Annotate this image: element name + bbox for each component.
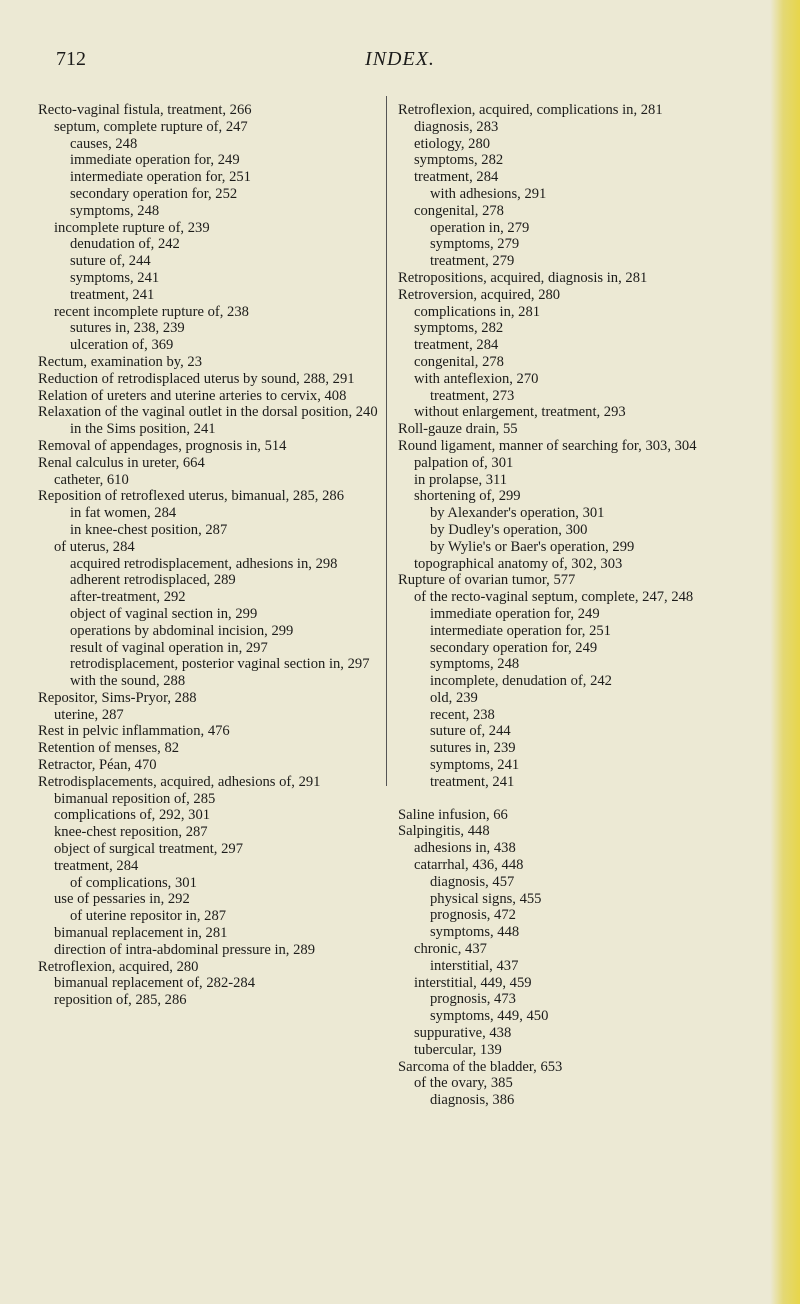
- index-entry: in knee-chest position, 287: [70, 521, 228, 538]
- index-column-right: [398, 102, 750, 1109]
- index-entry: interstitial, 437: [430, 957, 519, 974]
- index-entry: Repositor, Sims-Pryor, 288: [38, 689, 197, 706]
- index-entry: symptoms, 248: [70, 202, 160, 219]
- index-entry: adherent retrodisplaced, 289: [70, 572, 236, 589]
- index-entry: Recto-vaginal fistula, treatment, 266: [38, 102, 252, 118]
- index-entry: bimanual reposition of, 285: [54, 790, 216, 807]
- index-entry: catarrhal, 436, 448: [414, 857, 524, 874]
- index-entry: symptoms, 248: [430, 656, 520, 673]
- index-entry: congenital, 278: [414, 202, 504, 219]
- index-entry: secondary operation for, 249: [430, 639, 598, 656]
- index-entry: with adhesions, 291: [430, 185, 547, 202]
- index-entry: Reduction of retrodisplaced uterus by sound, 288, 291: [38, 370, 355, 387]
- index-entry: object of surgical treatment, 297: [54, 841, 243, 858]
- index-entry: immediate operation for, 249: [70, 152, 240, 169]
- index-entry: Retropositions, acquired, diagnosis in, 281: [398, 269, 648, 286]
- index-entry: without enlargement, treatment, 293: [414, 404, 626, 421]
- index-entry: bimanual replacement in, 281: [54, 925, 228, 942]
- index-entry: symptoms, 241: [430, 757, 520, 774]
- index-entry: complications of, 292, 301: [54, 807, 211, 824]
- index-entry: in the Sims position, 241: [70, 421, 216, 438]
- index-entry: Retroflexion, acquired, complications in, 281: [398, 102, 663, 118]
- page-edge: [770, 0, 800, 1304]
- index-entry: diagnosis, 386: [430, 1092, 515, 1109]
- index-entry: acquired retrodisplacement, adhesions in, 298: [70, 555, 338, 572]
- index-entry: Roll-gauze drain, 55: [398, 421, 518, 438]
- index-entry: denudation of, 242: [70, 236, 180, 253]
- index-entry: retrodisplacement, posterior vaginal section in, 297: [70, 656, 370, 673]
- index-entry: suture of, 244: [430, 723, 511, 740]
- index-entry: Saline infusion, 66: [398, 806, 508, 823]
- index-entry: uterine, 287: [54, 706, 124, 723]
- index-entry: treatment, 284: [54, 857, 139, 874]
- index-entry: causes, 248: [70, 135, 138, 152]
- index-entry: Removal of appendages, prognosis in, 514: [38, 437, 287, 454]
- index-entry: immediate operation for, 249: [430, 605, 600, 622]
- index-entry: symptoms, 282: [414, 320, 504, 337]
- index-entry: prognosis, 473: [430, 991, 516, 1008]
- index-entry: symptoms, 279: [430, 236, 520, 253]
- index-entry: chronic, 437: [414, 941, 487, 958]
- index-entry: of uterine repositor in, 287: [70, 908, 227, 925]
- index-entry: direction of intra-abdominal pressure in, 289: [54, 941, 315, 958]
- index-entry: by Wylie's or Baer's operation, 299: [430, 538, 635, 555]
- index-entry: Rest in pelvic inflammation, 476: [38, 723, 230, 740]
- index-entry: recent incomplete rupture of, 238: [54, 303, 249, 320]
- index-entry: treatment, 279: [430, 253, 515, 270]
- index-entry: treatment, 284: [414, 169, 499, 186]
- index-entry: bimanual replacement of, 282-284: [54, 975, 255, 992]
- index-entry: intermediate operation for, 251: [430, 622, 611, 639]
- index-entry: recent, 238: [430, 706, 495, 723]
- index-entry: in fat women, 284: [70, 505, 177, 522]
- index-entry: treatment, 241: [70, 286, 155, 303]
- page-header: [0, 48, 800, 72]
- index-entry: of the recto-vaginal septum, complete, 247, 248: [414, 589, 694, 606]
- index-entry: intermediate operation for, 251: [70, 169, 251, 186]
- index-entry: Relation of ureters and uterine arteries to cervix, 408: [38, 387, 347, 404]
- index-entry: physical signs, 455: [430, 890, 542, 907]
- index-entry: tubercular, 139: [414, 1041, 502, 1058]
- index-entry: septum, complete rupture of, 247: [54, 118, 248, 135]
- index-entry: topographical anatomy of, 302, 303: [414, 555, 623, 572]
- index-entry: result of vaginal operation in, 297: [70, 639, 268, 656]
- index-entry: ulceration of, 369: [70, 337, 174, 354]
- index-entry: of uterus, 284: [54, 538, 135, 555]
- index-entry: Retention of menses, 82: [38, 740, 180, 757]
- index-entry: Relaxation of the vaginal outlet in the dorsal position, 240: [38, 404, 378, 421]
- index-entry: by Dudley's operation, 300: [430, 521, 588, 538]
- index-entry: treatment, 241: [430, 773, 515, 790]
- index-entry: object of vaginal section in, 299: [70, 605, 258, 622]
- index-entry: incomplete rupture of, 239: [54, 219, 210, 236]
- index-entry: suture of, 244: [70, 253, 151, 270]
- index-entry: after-treatment, 292: [70, 589, 186, 606]
- page-title: INDEX.: [365, 48, 435, 70]
- index-entry: catheter, 610: [54, 471, 129, 488]
- index-entry: treatment, 284: [414, 337, 499, 354]
- index-entry: of complications, 301: [70, 874, 197, 891]
- index-entry: Sarcoma of the bladder, 653: [398, 1058, 563, 1075]
- index-entry: suppurative, 438: [414, 1025, 512, 1042]
- index-column-left: [38, 102, 390, 1009]
- index-entry: diagnosis, 457: [430, 873, 515, 890]
- index-entry: palpation of, 301: [414, 454, 514, 471]
- index-entry: sutures in, 238, 239: [70, 320, 185, 337]
- index-entry: Reposition of retroflexed uterus, bimanual, 285, 286: [38, 488, 344, 505]
- index-entry: secondary operation for, 252: [70, 185, 238, 202]
- index-entry: symptoms, 282: [414, 152, 504, 169]
- index-entry: with the sound, 288: [70, 673, 186, 690]
- index-entry: use of pessaries in, 292: [54, 891, 190, 908]
- index-entry: by Alexander's operation, 301: [430, 505, 605, 522]
- index-entry: Retrodisplacements, acquired, adhesions of, 291: [38, 773, 321, 790]
- index-entry: diagnosis, 283: [414, 118, 499, 135]
- index-entry: symptoms, 241: [70, 269, 160, 286]
- page-number: 712: [56, 48, 86, 70]
- index-entry: old, 239: [430, 689, 478, 706]
- index-entry: shortening of, 299: [414, 488, 521, 505]
- index-entry: symptoms, 448: [430, 924, 520, 941]
- index-entry: knee-chest reposition, 287: [54, 824, 208, 841]
- index-entry: Retractor, Péan, 470: [38, 757, 157, 774]
- index-entry: Salpingitis, 448: [398, 823, 490, 840]
- index-entry: of the ovary, 385: [414, 1075, 513, 1092]
- index-entry: symptoms, 449, 450: [430, 1008, 549, 1025]
- index-entry: with anteflexion, 270: [414, 370, 539, 387]
- index-entry: in prolapse, 311: [414, 471, 508, 488]
- index-entry: adhesions in, 438: [414, 840, 516, 857]
- index-entry: Rupture of ovarian tumor, 577: [398, 572, 576, 589]
- index-entry: Retroflexion, acquired, 280: [38, 958, 199, 975]
- index-entry: operations by abdominal incision, 299: [70, 622, 294, 639]
- index-entry: reposition of, 285, 286: [54, 992, 187, 1009]
- index-entry: Rectum, examination by, 23: [38, 353, 203, 370]
- index-entry: sutures in, 239: [430, 740, 516, 757]
- index-entry: complications in, 281: [414, 303, 541, 320]
- index-entry: congenital, 278: [414, 353, 504, 370]
- index-entry: Round ligament, manner of searching for, 303, 304: [398, 437, 697, 454]
- index-entry: etiology, 280: [414, 135, 491, 152]
- index-entry: incomplete, denudation of, 242: [430, 673, 612, 690]
- index-entry: prognosis, 472: [430, 907, 516, 924]
- index-entry: Renal calculus in ureter, 664: [38, 454, 205, 471]
- index-entry: Retroversion, acquired, 280: [398, 286, 561, 303]
- index-entry: treatment, 273: [430, 387, 515, 404]
- index-entry: interstitial, 449, 459: [414, 974, 532, 991]
- index-entry: operation in, 279: [430, 219, 530, 236]
